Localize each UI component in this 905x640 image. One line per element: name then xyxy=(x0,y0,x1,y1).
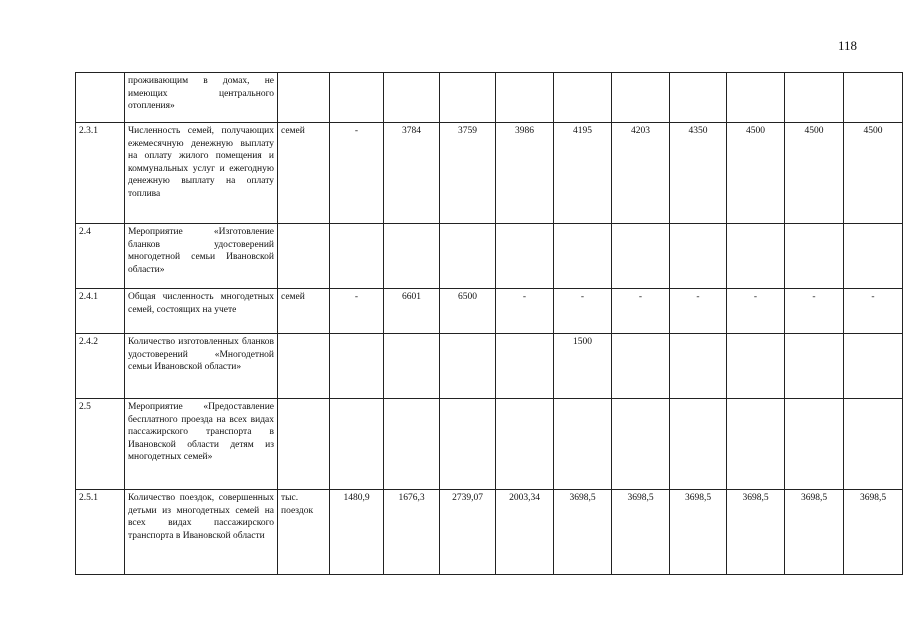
value-cell xyxy=(384,224,440,289)
value-cell xyxy=(844,224,903,289)
value-cell xyxy=(554,399,612,490)
value-cell: - xyxy=(330,289,384,334)
value-cell: 3698,5 xyxy=(727,490,785,575)
value-cell: 3784 xyxy=(384,123,440,224)
value-cell xyxy=(440,73,496,123)
value-cell xyxy=(727,334,785,399)
value-cell: 4203 xyxy=(612,123,670,224)
value-cell xyxy=(384,73,440,123)
value-cell: - xyxy=(330,123,384,224)
table-row xyxy=(76,399,903,490)
value-cell: 3759 xyxy=(440,123,496,224)
row-description: Мероприятие «Предоставление бесплатного проезда на всех видах пассажирского транспорта в Ивановской области детям из многодетных семей» xyxy=(125,399,278,490)
row-unit: семей xyxy=(278,289,330,334)
value-cell xyxy=(612,399,670,490)
value-cell: 2739,07 xyxy=(440,490,496,575)
value-cell: - xyxy=(496,289,554,334)
row-number: 2.4.2 xyxy=(76,334,125,399)
value-cell xyxy=(496,224,554,289)
page-number: 118 xyxy=(838,38,858,53)
value-cell xyxy=(554,73,612,123)
value-cell xyxy=(785,399,844,490)
value-cell xyxy=(670,73,727,123)
value-cell: - xyxy=(727,289,785,334)
value-cell: 1676,3 xyxy=(384,490,440,575)
table-row xyxy=(76,224,903,289)
value-cell: 3698,5 xyxy=(844,490,903,575)
value-cell xyxy=(785,224,844,289)
value-cell: 4500 xyxy=(785,123,844,224)
row-unit: семей xyxy=(278,123,330,224)
row-number: 2.4 xyxy=(76,224,125,289)
value-cell xyxy=(496,399,554,490)
table-row xyxy=(76,123,903,224)
value-cell: 4500 xyxy=(844,123,903,224)
value-cell xyxy=(612,73,670,123)
row-description: Численность семей, получающих ежемесячную денежную выплату на оплату жилого помещения и коммунальных услуг и ежегодную денежную выплату на оплату топлива xyxy=(125,123,278,224)
value-cell: - xyxy=(844,289,903,334)
value-cell xyxy=(440,224,496,289)
value-cell: 2003,34 xyxy=(496,490,554,575)
value-cell xyxy=(384,334,440,399)
row-description: Количество изготовленных бланков удостоверений «Многодетной семьи Ивановской области» xyxy=(125,334,278,399)
value-cell: 1500 xyxy=(554,334,612,399)
value-cell xyxy=(330,334,384,399)
value-cell: 3698,5 xyxy=(785,490,844,575)
value-cell xyxy=(844,399,903,490)
row-number: 2.4.1 xyxy=(76,289,125,334)
value-cell xyxy=(844,73,903,123)
value-cell: - xyxy=(612,289,670,334)
indicators-table xyxy=(75,72,903,575)
value-cell xyxy=(612,334,670,399)
value-cell xyxy=(554,224,612,289)
value-cell xyxy=(612,224,670,289)
value-cell: 4500 xyxy=(727,123,785,224)
value-cell xyxy=(785,334,844,399)
row-unit: тыс. поездок xyxy=(278,490,330,575)
row-number xyxy=(76,73,125,123)
value-cell xyxy=(496,73,554,123)
value-cell: - xyxy=(785,289,844,334)
value-cell xyxy=(670,224,727,289)
value-cell: 6601 xyxy=(384,289,440,334)
table-row xyxy=(76,490,903,575)
value-cell xyxy=(330,399,384,490)
row-unit xyxy=(278,334,330,399)
row-description: проживающим в домах, не имеющих центрального отопления» xyxy=(125,73,278,123)
value-cell: 6500 xyxy=(440,289,496,334)
row-unit xyxy=(278,224,330,289)
value-cell: 3698,5 xyxy=(554,490,612,575)
row-description: Общая численность многодетных семей, состоящих на учете xyxy=(125,289,278,334)
value-cell xyxy=(670,399,727,490)
value-cell: 4350 xyxy=(670,123,727,224)
value-cell xyxy=(727,399,785,490)
value-cell: 1480,9 xyxy=(330,490,384,575)
value-cell xyxy=(785,73,844,123)
table-row xyxy=(76,73,903,123)
value-cell xyxy=(330,224,384,289)
value-cell xyxy=(727,73,785,123)
row-description: Количество поездок, совершенных детьми из многодетных семей на всех видах пассажирского транспорта в Ивановской области xyxy=(125,490,278,575)
table-row xyxy=(76,334,903,399)
value-cell xyxy=(330,73,384,123)
value-cell: 4195 xyxy=(554,123,612,224)
value-cell: 3986 xyxy=(496,123,554,224)
row-unit xyxy=(278,399,330,490)
value-cell xyxy=(496,334,554,399)
row-number: 2.3.1 xyxy=(76,123,125,224)
value-cell xyxy=(440,334,496,399)
value-cell: 3698,5 xyxy=(612,490,670,575)
value-cell: 3698,5 xyxy=(670,490,727,575)
value-cell xyxy=(384,399,440,490)
value-cell: - xyxy=(554,289,612,334)
row-description: Мероприятие «Изготовление бланков удостоверений многодетной семьи Ивановской области» xyxy=(125,224,278,289)
table-row xyxy=(76,289,903,334)
row-number: 2.5.1 xyxy=(76,490,125,575)
row-number: 2.5 xyxy=(76,399,125,490)
value-cell xyxy=(727,224,785,289)
row-unit xyxy=(278,73,330,123)
value-cell: - xyxy=(670,289,727,334)
value-cell xyxy=(670,334,727,399)
value-cell xyxy=(440,399,496,490)
value-cell xyxy=(844,334,903,399)
